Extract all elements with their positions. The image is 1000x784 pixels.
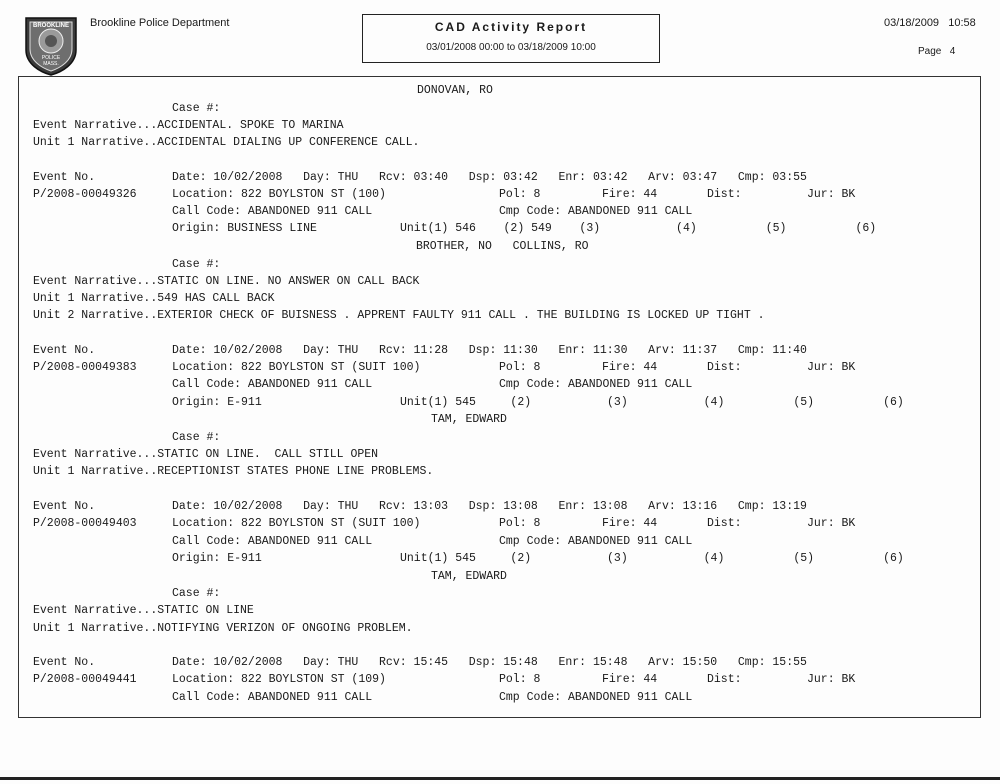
report-title: CAD Activity Report xyxy=(434,20,588,34)
report-line: P/2008-00049441 xyxy=(33,673,137,686)
seal-text-top: BROOKLINE xyxy=(33,23,69,29)
report-line: Unit(1) 545 (2) (3) (4) (5) (6) xyxy=(400,396,904,409)
report-line: Case #: xyxy=(172,431,221,444)
report-line: Jur: BK xyxy=(807,188,856,201)
report-line: Unit(1) 545 (2) (3) (4) (5) (6) xyxy=(400,552,904,565)
report-line: Origin: E-911 xyxy=(172,396,262,409)
report-line: Fire: 44 xyxy=(602,673,658,686)
report-line: Call Code: ABANDONED 911 CALL xyxy=(172,535,373,548)
report-line: P/2008-00049383 xyxy=(33,361,137,374)
report-line: Dist: xyxy=(707,188,742,201)
report-line: Origin: BUSINESS LINE xyxy=(172,222,317,235)
report-line: P/2008-00049403 xyxy=(33,517,137,530)
report-line: Fire: 44 xyxy=(602,361,658,374)
report-line: Pol: 8 xyxy=(499,188,541,201)
report-line: Cmp Code: ABANDONED 911 CALL xyxy=(499,205,693,218)
report-line: Event No. xyxy=(33,171,96,184)
report-line: Jur: BK xyxy=(807,361,856,374)
report-line: TAM, EDWARD xyxy=(431,570,507,583)
report-line: Date: 10/02/2008 Day: THU Rcv: 03:40 Dsp: 03:42 Enr: 03:42 Arv: 03:47 Cmp: 03:55 xyxy=(172,171,807,184)
report-line: Unit 1 Narrative..549 HAS CALL BACK xyxy=(33,292,275,305)
report-line: DONOVAN, RO xyxy=(417,84,493,97)
report-line: P/2008-00049326 xyxy=(33,188,137,201)
page-number: 4 xyxy=(949,46,956,57)
report-line: Event Narrative...ACCIDENTAL. SPOKE TO MARINA xyxy=(33,119,344,132)
report-body xyxy=(18,76,981,718)
report-line: Case #: xyxy=(172,587,221,600)
report-line: Cmp Code: ABANDONED 911 CALL xyxy=(499,691,693,704)
report-line: Pol: 8 xyxy=(499,517,541,530)
report-line: Fire: 44 xyxy=(602,188,658,201)
report-line: Dist: xyxy=(707,361,742,374)
report-line: Event Narrative...STATIC ON LINE. CALL STILL OPEN xyxy=(33,448,379,461)
report-line: Date: 10/02/2008 Day: THU Rcv: 15:45 Dsp: 15:48 Enr: 15:48 Arv: 15:50 Cmp: 15:55 xyxy=(172,656,807,669)
report-line: Case #: xyxy=(172,102,221,115)
page-indicator xyxy=(918,46,955,57)
page-label: Page xyxy=(918,46,942,57)
report-line: Event Narrative...STATIC ON LINE xyxy=(33,604,254,617)
report-line: Unit(1) 546 (2) 549 (3) (4) (5) (6) xyxy=(400,222,877,235)
report-line: Pol: 8 xyxy=(499,673,541,686)
report-line: Unit 1 Narrative..RECEPTIONIST STATES PHONE LINE PROBLEMS. xyxy=(33,465,434,478)
report-title-box xyxy=(362,14,660,63)
report-line: Call Code: ABANDONED 911 CALL xyxy=(172,691,373,704)
seal-text-bottom: MASS. xyxy=(43,61,59,67)
report-line: Call Code: ABANDONED 911 CALL xyxy=(172,378,373,391)
report-line: TAM, EDWARD xyxy=(431,413,507,426)
seal-text-middle: POLICE xyxy=(41,55,61,61)
report-line: Location: 822 BOYLSTON ST (SUIT 100) xyxy=(172,361,421,374)
report-line: Dist: xyxy=(707,673,742,686)
report-line: Jur: BK xyxy=(807,673,856,686)
report-line: Date: 10/02/2008 Day: THU Rcv: 11:28 Dsp: 11:30 Enr: 11:30 Arv: 11:37 Cmp: 11:40 xyxy=(172,344,807,357)
report-line: Location: 822 BOYLSTON ST (100) xyxy=(172,188,386,201)
report-line: BROTHER, NO COLLINS, RO xyxy=(416,240,589,253)
report-line: Jur: BK xyxy=(807,517,856,530)
bottom-rule xyxy=(0,777,1000,780)
report-line: Pol: 8 xyxy=(499,361,541,374)
print-date: 03/18/2009 xyxy=(884,17,940,29)
print-datetime xyxy=(884,17,976,29)
report-line: Location: 822 BOYLSTON ST (109) xyxy=(172,673,386,686)
report-line: Date: 10/02/2008 Day: THU Rcv: 13:03 Dsp: 13:08 Enr: 13:08 Arv: 13:16 Cmp: 13:19 xyxy=(172,500,807,513)
print-time: 10:58 xyxy=(948,17,976,29)
report-line: Event No. xyxy=(33,656,96,669)
report-line: Event No. xyxy=(33,344,96,357)
report-line: Event No. xyxy=(33,500,96,513)
report-line: Call Code: ABANDONED 911 CALL xyxy=(172,205,373,218)
report-line: Cmp Code: ABANDONED 911 CALL xyxy=(499,535,693,548)
department-name: Brookline Police Department xyxy=(90,17,230,29)
police-seal-icon xyxy=(22,14,80,76)
report-line: Location: 822 BOYLSTON ST (SUIT 100) xyxy=(172,517,421,530)
report-line: Cmp Code: ABANDONED 911 CALL xyxy=(499,378,693,391)
report-date-range: 03/01/2008 00:00 to 03/18/2009 10:00 xyxy=(426,42,596,53)
report-line: Origin: E-911 xyxy=(172,552,262,565)
report-line: Unit 1 Narrative..ACCIDENTAL DIALING UP CONFERENCE CALL. xyxy=(33,136,420,149)
report-line: Case #: xyxy=(172,258,221,271)
report-line: Unit 2 Narrative..EXTERIOR CHECK OF BUISNESS . APPRENT FAULTY 911 CALL . THE BUILDING IS LOCKED UP TIGHT . xyxy=(33,309,765,322)
report-line: Fire: 44 xyxy=(602,517,658,530)
report-line: Event Narrative...STATIC ON LINE. NO ANSWER ON CALL BACK xyxy=(33,275,420,288)
report-line: Dist: xyxy=(707,517,742,530)
report-line: Unit 1 Narrative..NOTIFYING VERIZON OF ONGOING PROBLEM. xyxy=(33,622,413,635)
